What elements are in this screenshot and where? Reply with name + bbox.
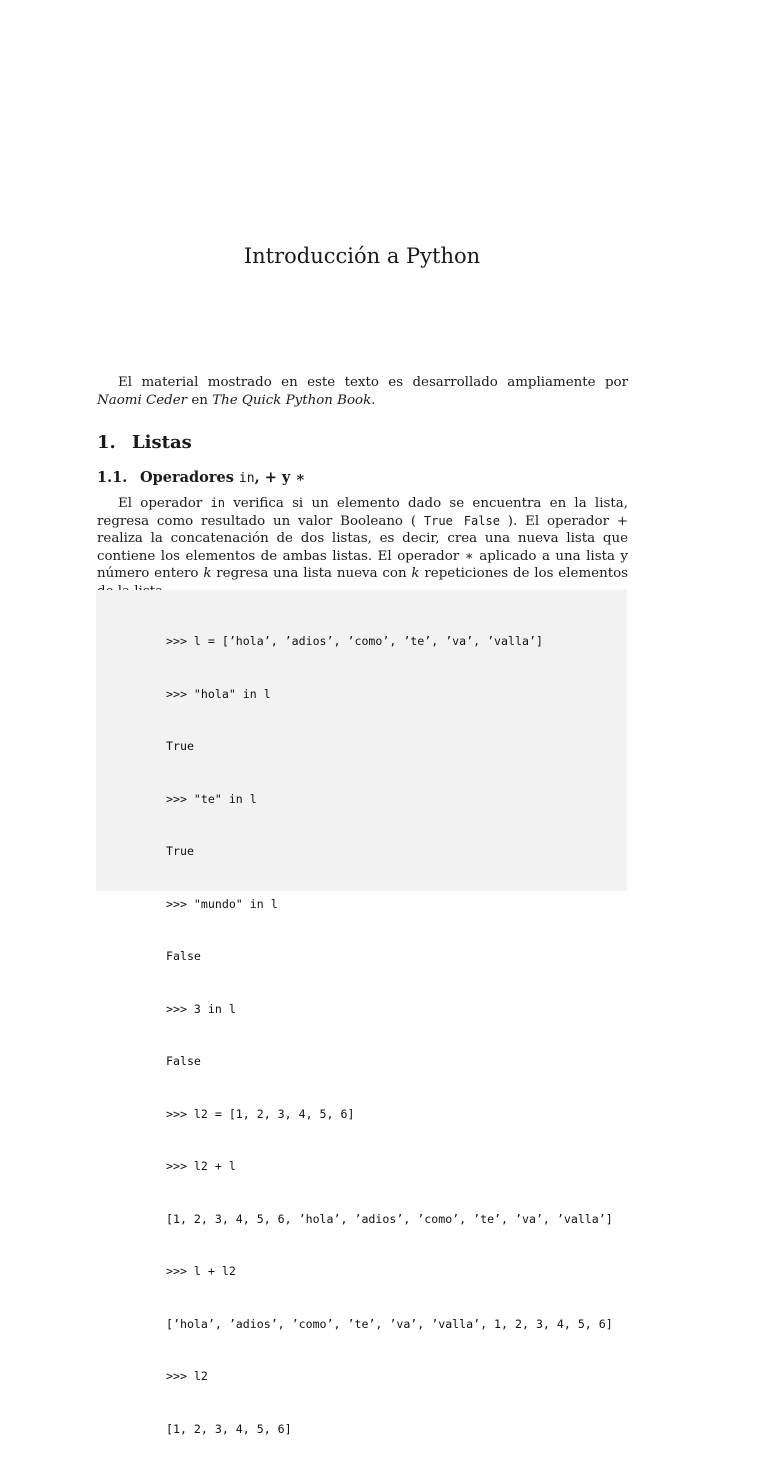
para-var-k1: k bbox=[203, 566, 212, 582]
section-heading bbox=[97, 432, 192, 453]
para-code-in: in bbox=[210, 496, 226, 510]
code-line: >>> "te" in l bbox=[166, 791, 257, 806]
para-code-boolean: True False bbox=[423, 513, 500, 528]
code-line: >>> l2 bbox=[166, 1369, 208, 1383]
intro-text-before: El material mostrado en este texto es desarrollado ampliamente por bbox=[118, 375, 628, 390]
subsection-title-part1: Operadores bbox=[140, 469, 239, 486]
intro-text-middle: en bbox=[187, 393, 213, 408]
intro-text-after: . bbox=[371, 393, 376, 408]
code-line: >>> "hola" in l bbox=[166, 686, 271, 701]
code-line: [’hola’, ’adios’, ’como’, ’te’, ’va’, ’valla’, 1, 2, 3, 4, 5, 6] bbox=[166, 1316, 613, 1331]
para-var-k2: k bbox=[411, 566, 420, 582]
subsection-title-part2: , + y ∗ bbox=[254, 469, 306, 486]
code-listing bbox=[166, 598, 613, 1473]
code-line: [1, 2, 3, 4, 5, 6, ’hola’, ’adios’, ’como’, ’te’, ’va’, ’valla’] bbox=[166, 1211, 613, 1226]
code-line: True bbox=[166, 739, 194, 753]
operators-paragraph bbox=[97, 495, 628, 601]
intro-paragraph bbox=[97, 374, 628, 410]
code-line: True bbox=[166, 844, 194, 858]
section-number: 1. bbox=[97, 432, 116, 453]
code-line: >>> "mundo" in l bbox=[166, 896, 278, 911]
document-title: Introducción a Python bbox=[243, 244, 481, 268]
para-text-4: regresa una lista nueva con bbox=[211, 566, 412, 582]
section-title: Listas bbox=[132, 432, 192, 453]
para-text-1: El operador bbox=[118, 496, 211, 511]
code-line: >>> 3 in l bbox=[166, 1001, 236, 1016]
code-line: >>> l + l2 bbox=[166, 1264, 236, 1278]
code-block bbox=[96, 590, 627, 1436]
subsection-title-code: in bbox=[238, 471, 255, 486]
intro-author: Naomi Ceder bbox=[97, 393, 188, 408]
intro-book: The Quick Python Book bbox=[212, 393, 372, 408]
para-text-5: repeticiones de los elementos bbox=[424, 566, 629, 582]
para-text-3: ). El operador + realiza la concatenación de dos listas, es decir, crea una nueva lista que contiene los elementos de ambas listas. El operador ∗ aplicado a una lista y número entero bbox=[97, 513, 629, 582]
code-line: >>> l2 + l bbox=[166, 1159, 236, 1173]
para-text-2: verifica si un elemento dado se encuentra en la lista, regresa como resultado un valor Booleano ( bbox=[97, 496, 628, 529]
subsection-number: 1.1. bbox=[97, 469, 128, 486]
code-line: >>> l = [’hola’, ’adios’, ’como’, ’te’, ’va’, ’valla’] bbox=[166, 634, 543, 648]
code-line: [1, 2, 3, 4, 5, 6] bbox=[166, 1421, 292, 1436]
code-line: False bbox=[166, 949, 201, 963]
code-line: >>> l2 = [1, 2, 3, 4, 5, 6] bbox=[166, 1106, 355, 1121]
subsection-heading bbox=[97, 469, 305, 486]
code-line: False bbox=[166, 1054, 201, 1068]
